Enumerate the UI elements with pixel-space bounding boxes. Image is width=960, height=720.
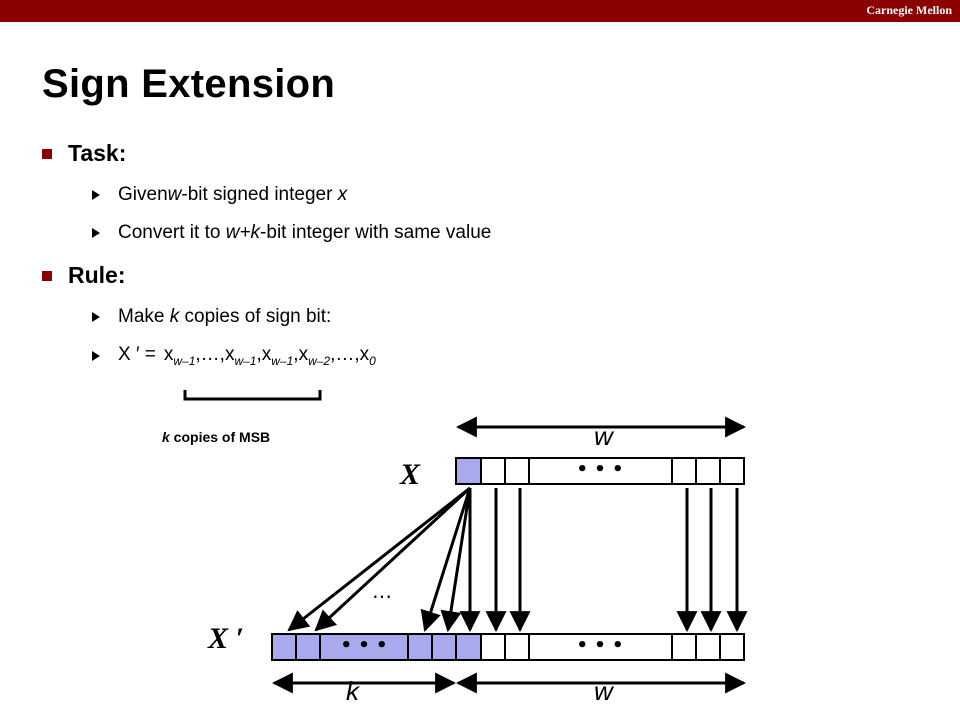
extended-bit-cell [272,634,296,660]
x-register [456,458,744,484]
task-item-1: Given w -bit signed integer x [92,184,347,206]
x-label: X [400,458,421,491]
formula-term: x [359,344,370,365]
formula-term: , [293,344,299,365]
bit-cell [696,458,720,484]
formula-term: , [256,344,262,365]
extended-bit-cell [296,634,320,660]
formula-term: x [224,344,235,365]
extended-bit-cell [408,634,432,660]
rule-item-1: Make k copies of sign bit: [92,306,331,328]
sign-copy-arrows [289,488,470,630]
institution-name: Carnegie Mellon [866,3,952,17]
formula-subscript: w–1 [234,353,257,368]
bit-copy-arrows [496,488,737,630]
slide-title: Sign Extension [42,62,336,106]
bit-cell [481,458,505,484]
formula-lhs: X ′ = [118,344,156,365]
formula-term: x [298,344,309,365]
sign-bit-cell [456,634,481,660]
xprime-dots-left: • • • [340,635,388,656]
formula-term: ,…, [195,344,225,365]
k-bottom-label: k [346,676,359,706]
formula-term: ,…, [330,344,360,365]
task-item-2: Convert it to w+k -bit integer with same value [92,222,491,244]
bit-cell [696,634,720,660]
bit-cell [720,634,744,660]
formula-subscript: 0 [369,353,376,368]
formula-term: x [163,344,174,365]
rule-label: Rule: [68,262,126,288]
bit-cell [505,458,529,484]
x-dots: • • • [576,459,624,480]
formula-subscript: w–1 [173,353,196,368]
w-bottom-label: w [594,676,613,706]
formula-term: x [261,344,272,365]
formula-subscript: w–1 [271,353,294,368]
bit-cell [505,634,529,660]
bit-cell [672,458,696,484]
bit-cell [720,458,744,484]
xprime-register [272,634,744,660]
brace-label: k copies of MSB [162,429,271,445]
bit-cell [672,634,696,660]
sign-bit-cell [456,458,481,484]
xprime-label: X ′ [208,622,244,655]
extended-bit-cell [432,634,456,660]
w-top-label: w [594,421,613,451]
xprime-dots-right: • • • [576,635,624,656]
bit-cell [481,634,505,660]
task-label: Task: [68,140,127,166]
formula-subscript: w–2 [308,353,331,368]
msb-brace [185,390,320,399]
fan-ellipsis: … [372,579,392,603]
